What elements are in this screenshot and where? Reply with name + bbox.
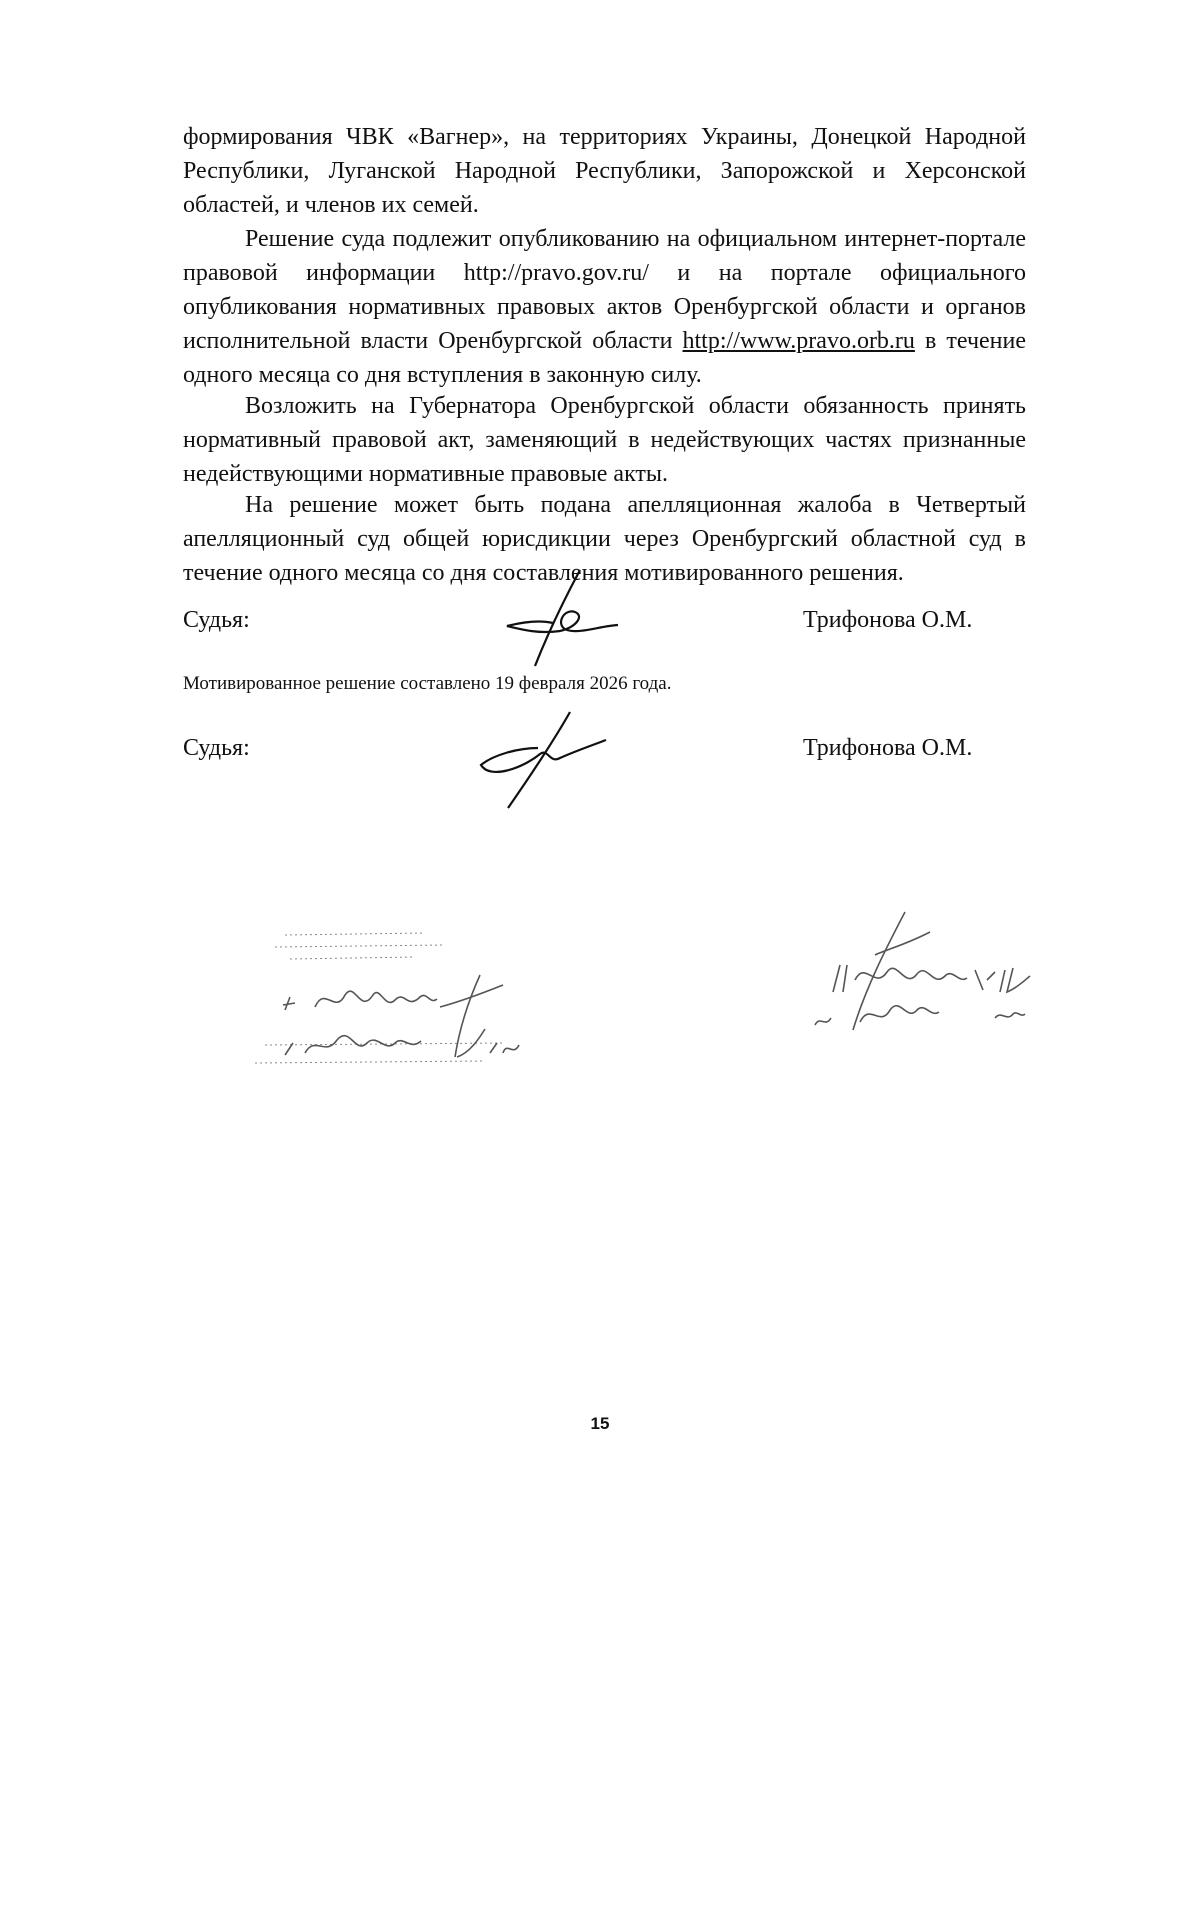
paragraph-text: Возложить на Губернатора Оренбургской области обязанность принять нормативный правовой акт, заменяющий в недействующих частях признанные недействующими нормативные правовые акты.: [183, 393, 1026, 487]
paragraph-text: [183, 222, 1026, 392]
pravo-orb-link[interactable]: http://www.pravo.orb.ru: [682, 328, 915, 354]
judge-label: Судья:: [183, 607, 250, 633]
paragraph-text: На решение может быть подана апелляционная жалоба в Четвертый апелляционный суд общей юрисдикции через Оренбургский областной суд в течение одного месяца со дня составления мотивированного решения.: [183, 492, 1026, 586]
motivated-decision-note: Мотивированное решение составлено 19 февраля 2026 года.: [183, 673, 672, 694]
paragraph-continuation: [183, 120, 1026, 222]
paragraph-text-start: Решение суда подлежит опубликованию на официальном интернет-портале правовой информации http://pravo.gov.ru/ и на портале официального опубликования нормативных правовых актов Оренбургской области и органов исполнительной власти Оренбургской области: [183, 226, 1026, 354]
paragraph-text-end: в течение одного месяца со дня вступления в законную силу.: [183, 328, 1027, 388]
handwritten-signature: [505, 568, 620, 668]
page-number: 15: [590, 1414, 610, 1433]
judge-name: Трифонова О.М.: [803, 607, 973, 633]
judge-name: Трифонова О.М.: [803, 735, 973, 761]
paragraph-governor-obligation: [183, 389, 1026, 491]
judge-label: Судья:: [183, 735, 250, 761]
paragraph-text: формирования ЧВК «Вагнер», на территориях Украины, Донецкой Народной Республики, Луганской Народной Республики, Запорожской и Херсонской областей, и членов их семей.: [183, 124, 1026, 218]
handwritten-signature: [478, 710, 608, 810]
faded-certification-stamp: [245, 925, 555, 1085]
faded-certification-stamp: [755, 910, 1065, 1060]
paragraph-publication: [183, 222, 1026, 392]
